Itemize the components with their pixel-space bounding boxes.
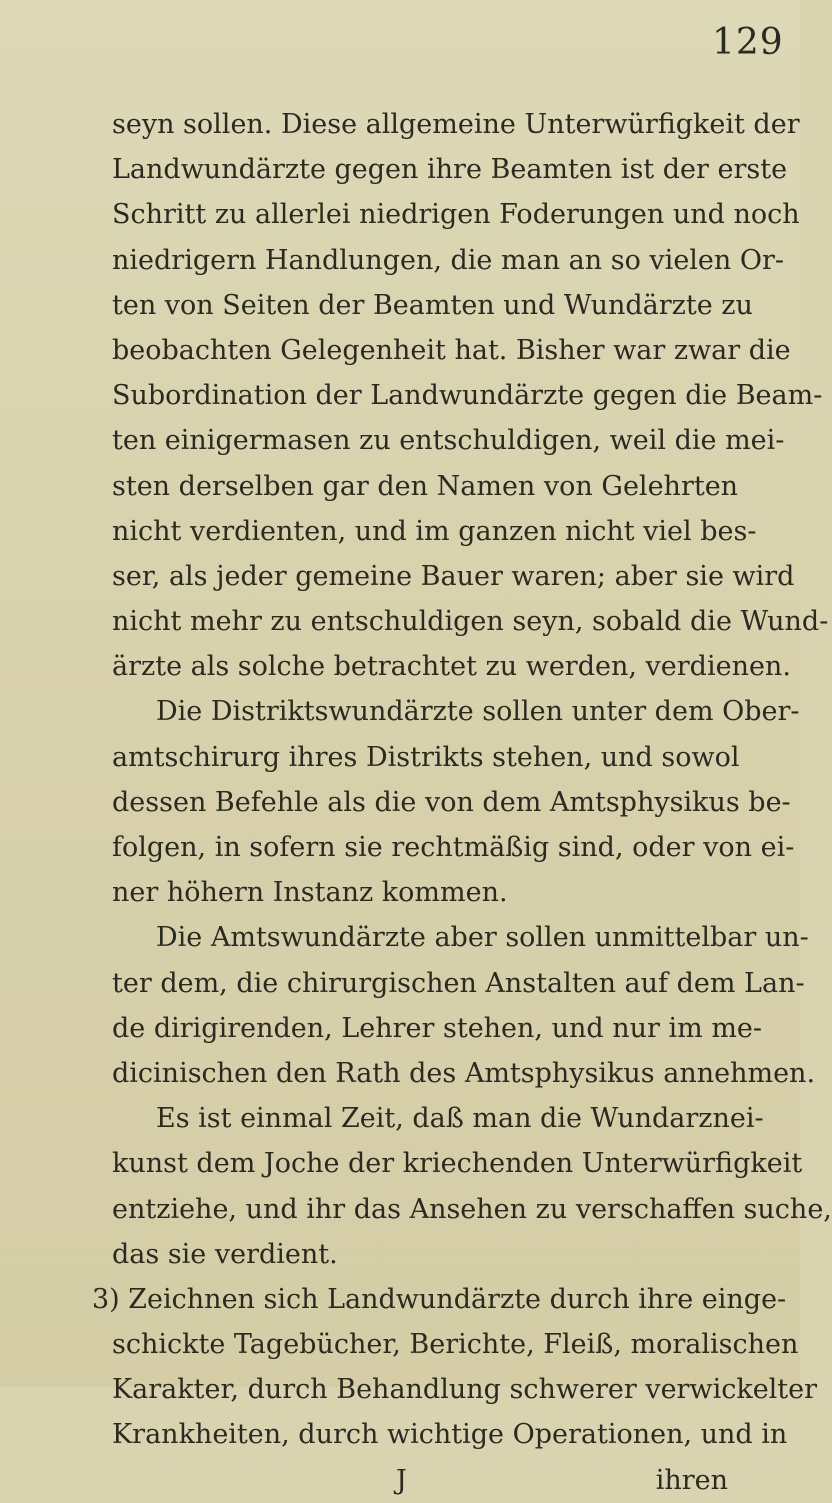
- body-text: [92, 102, 832, 1503]
- text-line: ten von Seiten der Beamten und Wundärzte zu: [112, 289, 753, 321]
- text-line: Krankheiten, durch wichtige Operationen, und in: [112, 1419, 788, 1451]
- text-line: ner höhern Instanz kommen.: [112, 877, 508, 909]
- page-number: 129: [712, 22, 784, 63]
- text-line: Es ist einmal Zeit, daß man die Wundarznei-: [156, 1103, 764, 1135]
- text-line: Schritt zu allerlei niedrigen Foderungen und noch: [112, 199, 800, 231]
- text-line: sten derselben gar den Namen von Gelehrten: [112, 470, 739, 502]
- text-line: ten einigermasen zu entschuldigen, weil die mei-: [112, 425, 785, 457]
- text-line: ter dem, die chirurgischen Anstalten auf dem Lan-: [112, 967, 805, 999]
- catchword: ihren: [655, 1464, 728, 1496]
- text-line: niedrigern Handlungen, die man an so vielen Or-: [112, 244, 785, 276]
- text-line: nicht mehr zu entschuldigen seyn, sobald die Wund-: [112, 606, 829, 638]
- text-line: Die Amtswundärzte aber sollen unmittelbar un-: [156, 922, 809, 954]
- text-line: Die Distriktswundärzte sollen unter dem Ober-: [156, 696, 800, 728]
- text-line: kunst dem Joche der kriechenden Unterwürfigkeit: [112, 1148, 803, 1180]
- text-line: dessen Befehle als die von dem Amtsphysikus be-: [112, 786, 791, 818]
- text-line: seyn sollen. Diese allgemeine Unterwürfigkeit der: [112, 109, 800, 140]
- text-line: Subordination der Landwundärzte gegen die Beam-: [112, 380, 823, 412]
- text-line: amtschirurg ihres Distrikts stehen, und sowol: [112, 741, 740, 773]
- text-line: de dirigirenden, Lehrer stehen, und nur im me-: [112, 1012, 763, 1044]
- text-line: folgen, in sofern sie rechtmäßig sind, oder von ei-: [112, 832, 795, 863]
- text-line: ärzte als solche betrachtet zu werden, verdienen.: [112, 651, 791, 683]
- text-line: Karakter, durch Behandlung schwerer verwickelter: [112, 1374, 818, 1406]
- text-line: 3) Zeichnen sich Landwundärzte durch ihre einge-: [92, 1283, 787, 1315]
- text-line: nicht verdienten, und im ganzen nicht viel bes-: [112, 515, 757, 547]
- page-footer: [112, 1458, 752, 1503]
- text-line: das sie verdient.: [112, 1238, 338, 1270]
- text-line: ser, als jeder gemeine Bauer waren; aber sie wird: [112, 560, 795, 592]
- text-line: dicinischen den Rath des Amtsphysikus annehmen.: [112, 1057, 816, 1089]
- signature-mark: J: [396, 1464, 407, 1496]
- text-line: entziehe, und ihr das Ansehen zu verschaffen suche,: [112, 1193, 832, 1225]
- text-line: schickte Tagebücher, Berichte, Fleiß, moralischen: [112, 1329, 799, 1361]
- text-line: Landwundärzte gegen ihre Beamten ist der erste: [112, 154, 788, 186]
- text-line: beobachten Gelegenheit hat. Bisher war zwar die: [112, 334, 791, 366]
